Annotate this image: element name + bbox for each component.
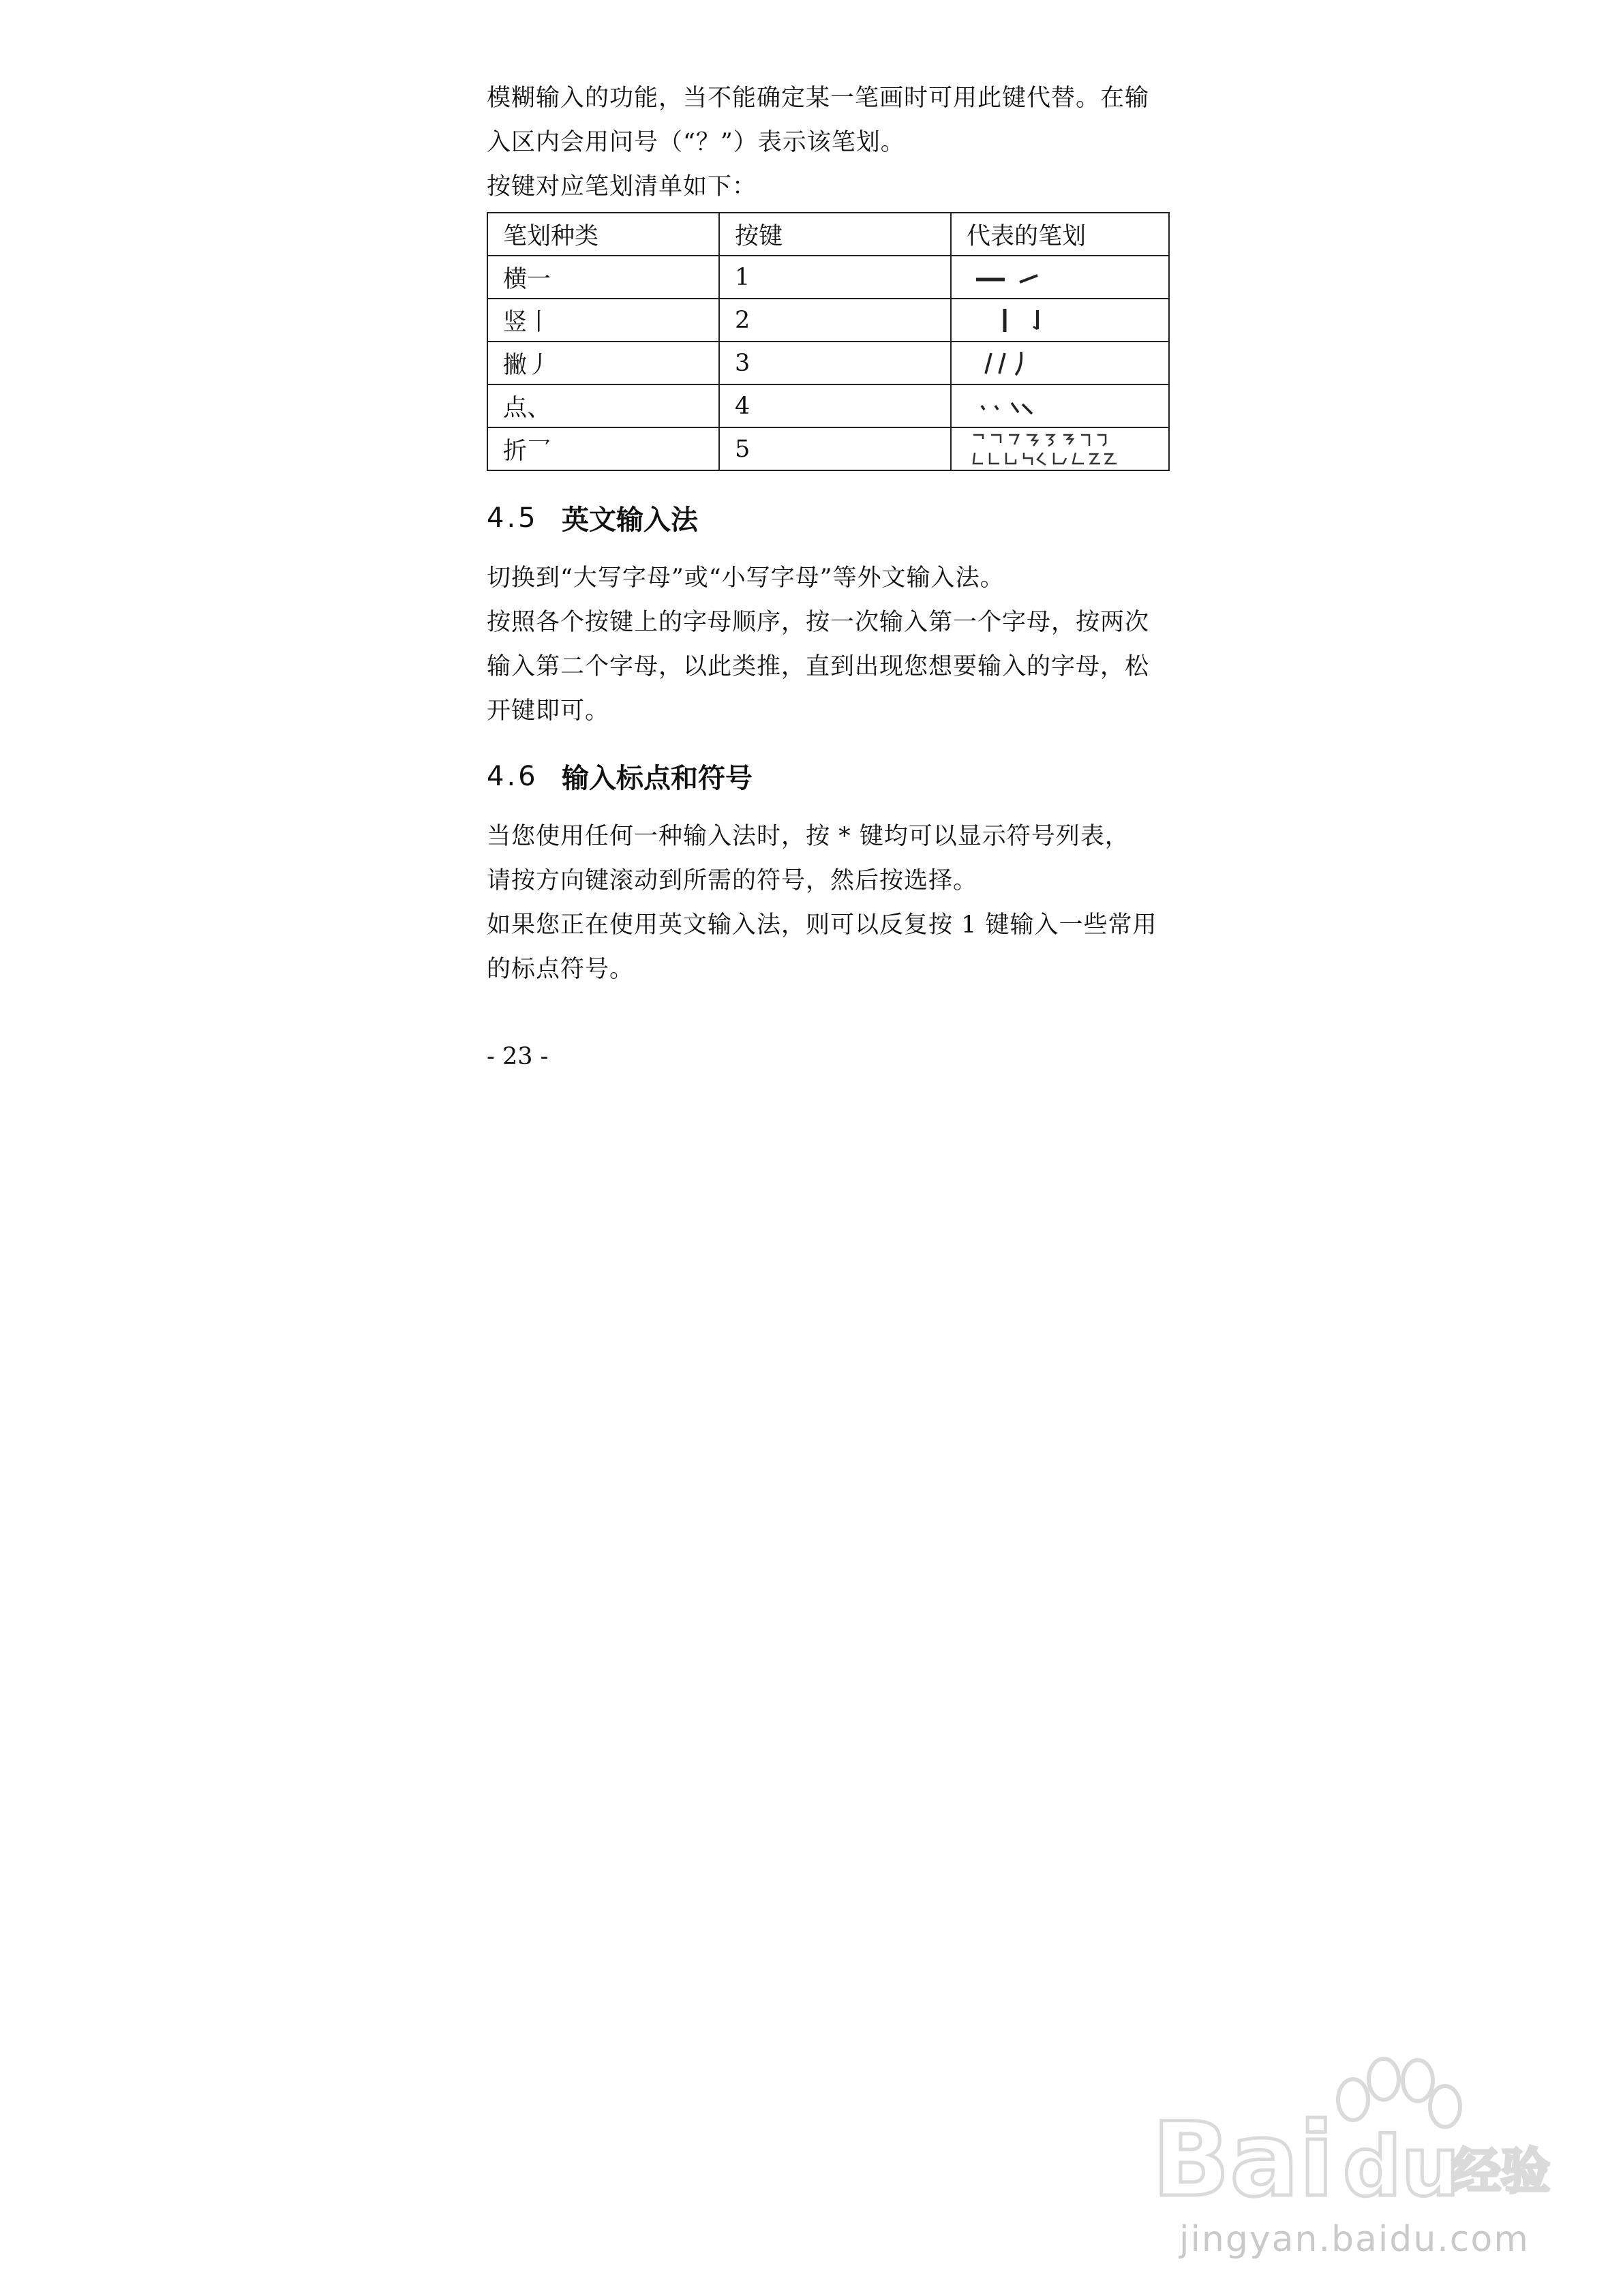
s45-line-1: 切换到“大写字母”或“小写字母”等外文输入法。 xyxy=(487,564,1005,592)
s46-line-2: 请按方向键滚动到所需的符号，然后按选择。 xyxy=(487,867,978,894)
key-cell: 1 xyxy=(719,256,951,299)
stroke-key-table xyxy=(487,212,1170,471)
page-number: - 23 - xyxy=(487,1043,549,1070)
stroke-image-turning xyxy=(951,427,1169,470)
key-cell: 3 xyxy=(719,342,951,384)
s46-line-4: 的标点符号。 xyxy=(487,956,635,983)
section-title: 英文输入法 xyxy=(562,504,698,536)
stroke-image-left-falling xyxy=(951,342,1169,384)
table-row xyxy=(487,384,1169,427)
turning-stroke-icon xyxy=(967,429,1169,469)
header-stroke-type: 笔划种类 xyxy=(487,213,719,256)
svg-text:Bai: Bai xyxy=(1152,2101,1334,2220)
svg-text:du: du xyxy=(1343,2120,1460,2215)
stroke-type-cell: 撇丿 xyxy=(487,342,719,384)
header-strokes: 代表的笔划 xyxy=(951,213,1169,256)
section-number: 4.5 xyxy=(487,502,539,534)
header-key: 按键 xyxy=(719,213,951,256)
table-row xyxy=(487,342,1169,384)
table-row xyxy=(487,299,1169,342)
s45-line-4: 开键即可。 xyxy=(487,697,610,725)
table-header-row xyxy=(487,213,1169,256)
table-row xyxy=(487,256,1169,299)
intro-line-3: 按键对应笔划清单如下： xyxy=(487,173,757,200)
stroke-image-vertical xyxy=(951,299,1169,342)
key-cell: 2 xyxy=(719,299,951,342)
section-number: 4.6 xyxy=(487,760,539,792)
dot-stroke-icon xyxy=(967,389,1169,423)
s46-line-1: 当您使用任何一种输入法时，按 * 键均可以显示符号列表， xyxy=(487,823,1129,850)
key-cell: 5 xyxy=(719,427,951,470)
watermark-url: jingyan.baidu.com xyxy=(1179,2219,1530,2260)
section-4-6-heading xyxy=(487,757,1168,796)
vertical-stroke-icon xyxy=(967,303,1169,337)
section-title: 输入标点和符号 xyxy=(562,763,753,794)
section-4-5-heading xyxy=(487,498,1168,537)
intro-line-1: 模糊输入的功能，当不能确定某一笔画时可用此键代替。在输 xyxy=(487,85,1150,112)
stroke-type-cell: 竖丨 xyxy=(487,299,719,342)
table-row xyxy=(487,427,1169,470)
intro-line-2: 入区内会用问号（“？”）表示该笔划。 xyxy=(487,129,905,156)
s45-line-2: 按照各个按键上的字母顺序，按一次输入第一个字母，按两次 xyxy=(487,609,1150,636)
key-cell: 4 xyxy=(719,384,951,427)
left-falling-stroke-icon xyxy=(967,346,1169,380)
horizontal-stroke-icon xyxy=(967,260,1169,294)
stroke-image-horizontal xyxy=(951,256,1169,299)
stroke-image-dot xyxy=(951,384,1169,427)
svg-text:经验: 经验 xyxy=(1452,2143,1551,2200)
stroke-type-cell: 点、 xyxy=(487,384,719,427)
s46-line-3: 如果您正在使用英文输入法，则可以反复按 1 键输入一些常用 xyxy=(487,911,1157,939)
s45-line-3: 输入第二个字母，以此类推，直到出现您想要输入的字母，松 xyxy=(487,653,1150,680)
stroke-type-cell: 横一 xyxy=(487,256,719,299)
stroke-type-cell: 折乛 xyxy=(487,427,719,470)
document-body xyxy=(487,76,1168,992)
